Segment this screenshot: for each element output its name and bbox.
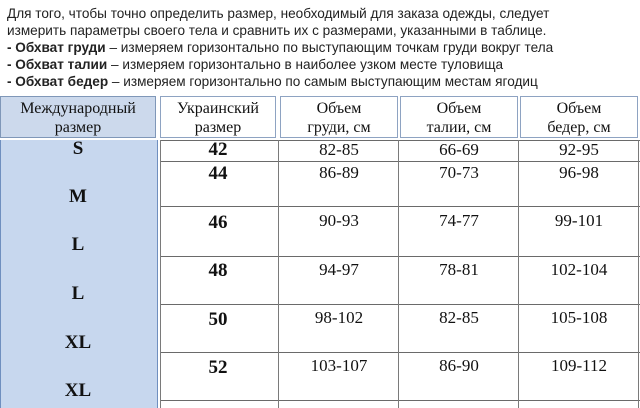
bullet-chest-term: - Обхват груди — [7, 40, 106, 55]
header-hips-line2: бедер, см — [547, 119, 611, 136]
header-waist — [400, 96, 518, 138]
header-hips — [520, 96, 638, 138]
bullet-chest-text: – измеряем горизонтально по выступающим точкам груди вокруг тела — [105, 40, 554, 55]
waist-cell: 70-73 — [439, 163, 479, 182]
bullet-waist-text: – измеряем горизонтально в наиболее узком месте туловища — [107, 57, 504, 72]
intl-size-column — [0, 140, 158, 408]
hips-cell: 109-112 — [550, 356, 608, 375]
row-divider — [160, 256, 640, 257]
header-intl-line1: Международный — [20, 100, 136, 117]
bullet-waist — [7, 56, 635, 73]
bullet-chest — [7, 39, 635, 56]
chest-cell: 103-107 — [310, 356, 368, 375]
column-divider — [518, 140, 519, 408]
ukr-size-cell: 44 — [208, 163, 228, 184]
header-chest-line2: груди, см — [307, 119, 371, 136]
row-divider — [160, 352, 640, 353]
header-intl-size — [0, 96, 156, 138]
hips-cell: 99-101 — [554, 211, 604, 230]
waist-cell: 66-69 — [439, 140, 479, 159]
row-divider — [160, 206, 640, 207]
intl-size-cell: XL — [64, 380, 92, 401]
header-hips-line1: Объем — [556, 100, 602, 117]
bullet-hips-text: – измеряем горизонтально по самым выступающим местам ягодиц — [108, 74, 538, 89]
waist-cell: 82-85 — [439, 308, 479, 327]
intl-size-cell: S — [72, 138, 84, 159]
header-intl-line2: размер — [54, 119, 102, 136]
row-divider — [160, 400, 640, 401]
intro-text — [7, 5, 635, 90]
chest-cell: 82-85 — [319, 140, 359, 159]
intl-size-cell: L — [71, 234, 85, 255]
intl-size-cell: L — [71, 283, 85, 304]
bullet-hips-term: - Обхват бедер — [7, 74, 109, 89]
header-waist-line1: Объем — [436, 100, 482, 117]
header-ukr-line2: размер — [194, 119, 242, 136]
row-divider — [160, 161, 640, 162]
column-divider — [398, 140, 399, 408]
intl-size-cell: M — [69, 186, 87, 207]
bullet-hips — [7, 73, 635, 90]
hips-cell: 96-98 — [559, 163, 599, 182]
intro-line-2: измерить параметры своего тела и сравнить их с размерами, указанными в таблице. — [7, 23, 547, 38]
chest-cell: 98-102 — [314, 308, 364, 327]
ukr-size-cell: 50 — [208, 309, 228, 330]
header-ukr-line1: Украинский — [177, 100, 259, 117]
ukr-size-cell: 42 — [208, 139, 228, 160]
header-chest-line1: Объем — [316, 100, 362, 117]
column-divider — [278, 140, 279, 408]
intro-line-1: Для того, чтобы точно определить размер, необходимый для заказа одежды, следует — [7, 6, 550, 21]
chest-cell: 90-93 — [319, 211, 359, 230]
waist-cell: 74-77 — [439, 211, 479, 230]
header-waist-line2: талии, см — [426, 119, 492, 136]
bullet-waist-term: - Обхват талии — [7, 57, 108, 72]
chest-cell: 86-89 — [319, 163, 359, 182]
ukr-size-cell: 52 — [208, 357, 228, 378]
intl-size-cell: XL — [64, 332, 92, 353]
size-table — [0, 94, 640, 408]
column-divider — [638, 140, 639, 408]
header-ukr-size — [160, 96, 276, 138]
ukr-size-cell: 48 — [208, 260, 228, 281]
header-chest — [280, 96, 398, 138]
waist-cell: 78-81 — [439, 260, 479, 279]
hips-cell: 102-104 — [550, 260, 608, 279]
waist-cell: 86-90 — [439, 356, 479, 375]
row-divider — [160, 304, 640, 305]
hips-cell: 92-95 — [559, 140, 599, 159]
hips-cell: 105-108 — [550, 308, 608, 327]
ukr-size-cell: 46 — [208, 212, 228, 233]
chest-cell: 94-97 — [319, 260, 359, 279]
